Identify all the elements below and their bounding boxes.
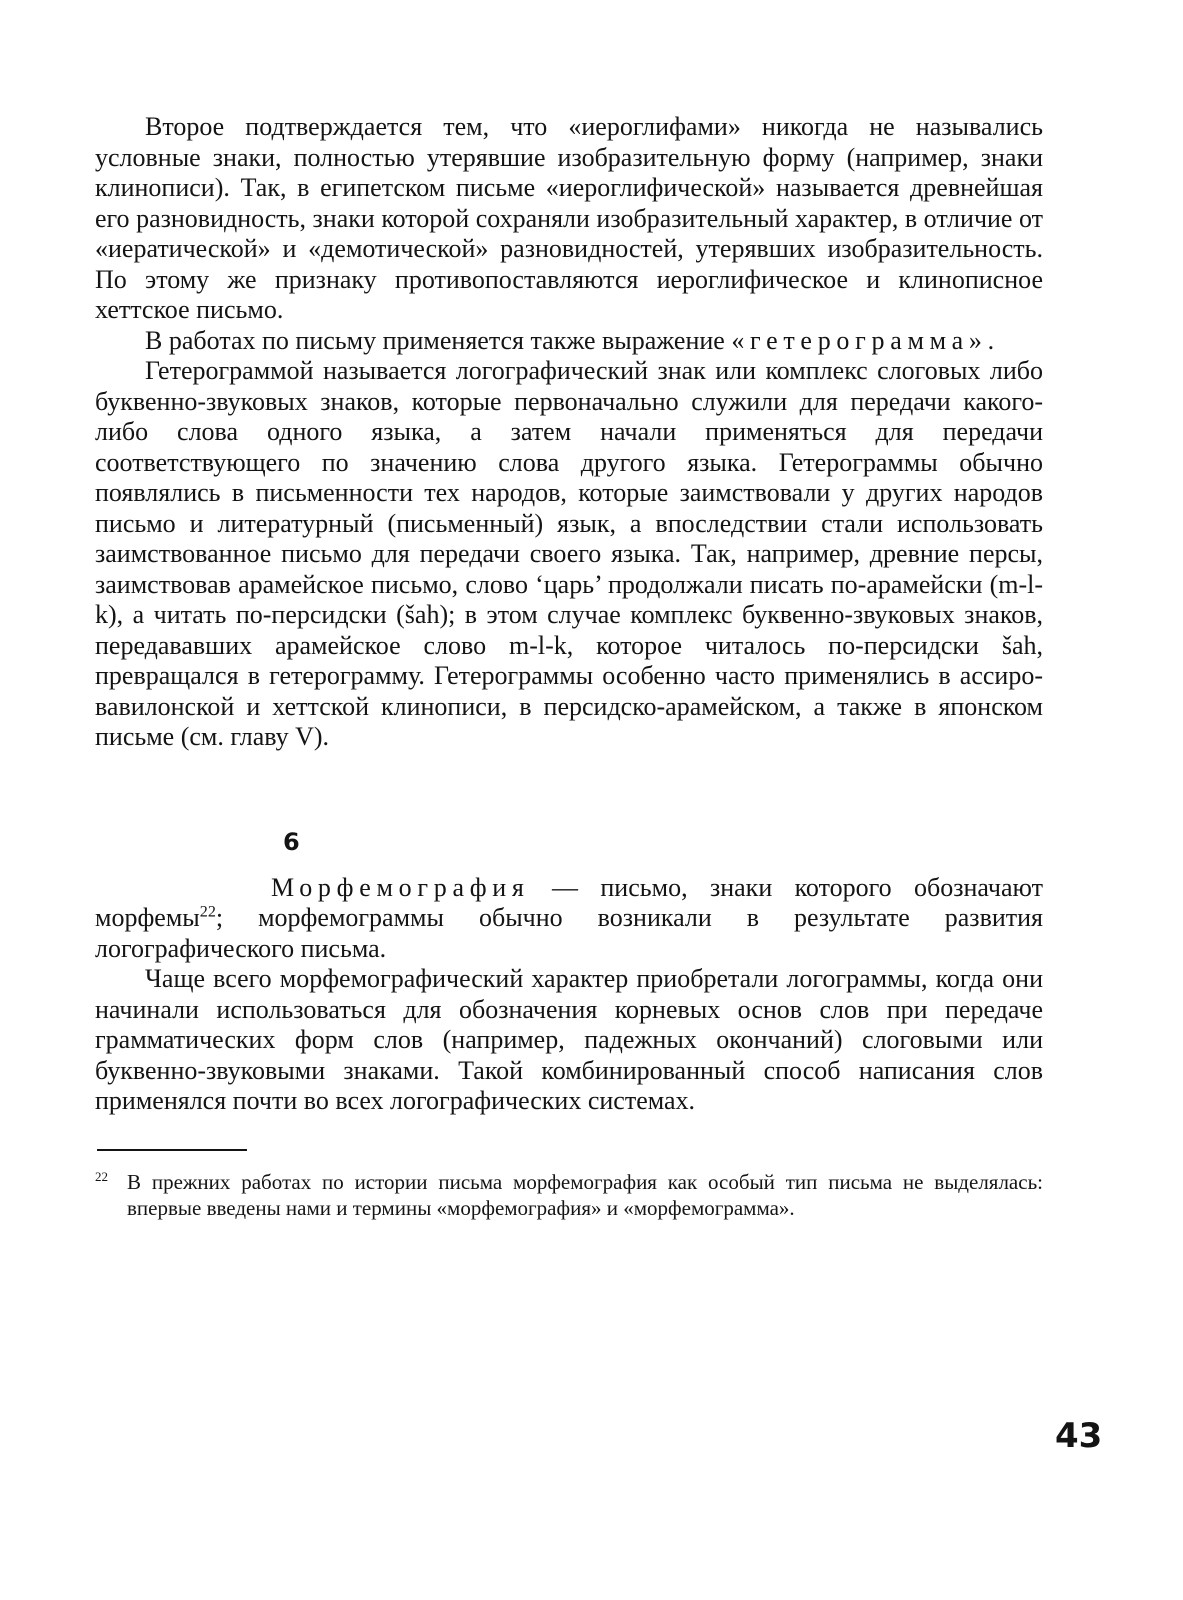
morphemography-definition-end: ; морфемограммы обычно возникали в результате развития логографического письма. (95, 903, 1043, 963)
section-number: 6 (283, 827, 300, 856)
paragraph-morphemography (95, 873, 1043, 965)
footnote-mark: 22 (95, 1168, 109, 1184)
footnote (95, 1169, 1043, 1221)
page-number: 43 (1055, 1416, 1103, 1456)
heterogram-intro-end: . (987, 325, 995, 355)
paragraph-heterogram-intro (95, 326, 1043, 357)
page-body (95, 112, 1043, 1221)
footnote-text: В прежних работах по истории письма морфемография как особый тип письма не выделялась: впервые введены нами и термины «морфемография» и «морфемограмма». (127, 1169, 1043, 1220)
paragraph-hieroglyphs: Второе подтверждается тем, что «иероглифами» никогда не назывались условные знаки, полностью утерявшие изобразительную форму (например, знаки клинописи). Так, в египетском письме «иероглифической» называется древнейшая его разновидность, знаки которой сохраняли изобразительный характер, в отличие от «иератической» и «демотической» разновидностей, утерявших изобразительность. По этому же признаку противопоставляются иероглифическое и клинописное хеттское письмо. (95, 112, 1043, 324)
heterogram-intro-text: В работах по письму применяется также выражение (145, 325, 732, 355)
morphemography-definition: — письмо, знаки которого обозначают морфемы (95, 872, 1043, 932)
footnote-divider (97, 1149, 247, 1151)
paragraph-morphemography-origin: Чаще всего морфемографический характер приобретали логограммы, когда они начинали использоваться для обозначения корневых основ слов при передаче грамматических форм слов (например, падежных окончаний) слоговыми или буквенно-звуковыми знаками. Такой комбинированный способ написания слов применялся почти во всех логографических системах. (95, 964, 1043, 1115)
footnote-reference[interactable]: 22 (199, 903, 216, 921)
term-morphemography: Морфемография (271, 872, 530, 902)
term-heterogram: «гетерограмма» (731, 325, 988, 355)
paragraph-heterogram-definition: Гетерограммой называется логографический знак или комплекс слоговых либо буквенно-звуковых знаков, которые первоначально служили для передачи какого-либо слова одного языка, а затем начали применяться для передачи соответствующего по значению слова другого языка. Гетерограммы обычно появлялись в письменности тех народов, которые заимствовали у других народов письмо и литературный (письменный) язык, а впоследствии стали использовать заимствованное письмо для передачи своего языка. Так, например, древние персы, заимствовав арамейское письмо, слово ‘царь’ продолжали писать по-арамейски (m-l-k), а читать по-персидски (šah); в этом случае комплекс буквенно-звуковых знаков, передававших арамейское слово m-l-k, которое читалось по-персидски šah, превращался в гетерограмму. Гетерограммы особенно часто применялись в ассиро-вавилонской и хеттской клинописи, в персидско-арамейском, а также в японском письме (см. главу V). (95, 356, 1043, 751)
